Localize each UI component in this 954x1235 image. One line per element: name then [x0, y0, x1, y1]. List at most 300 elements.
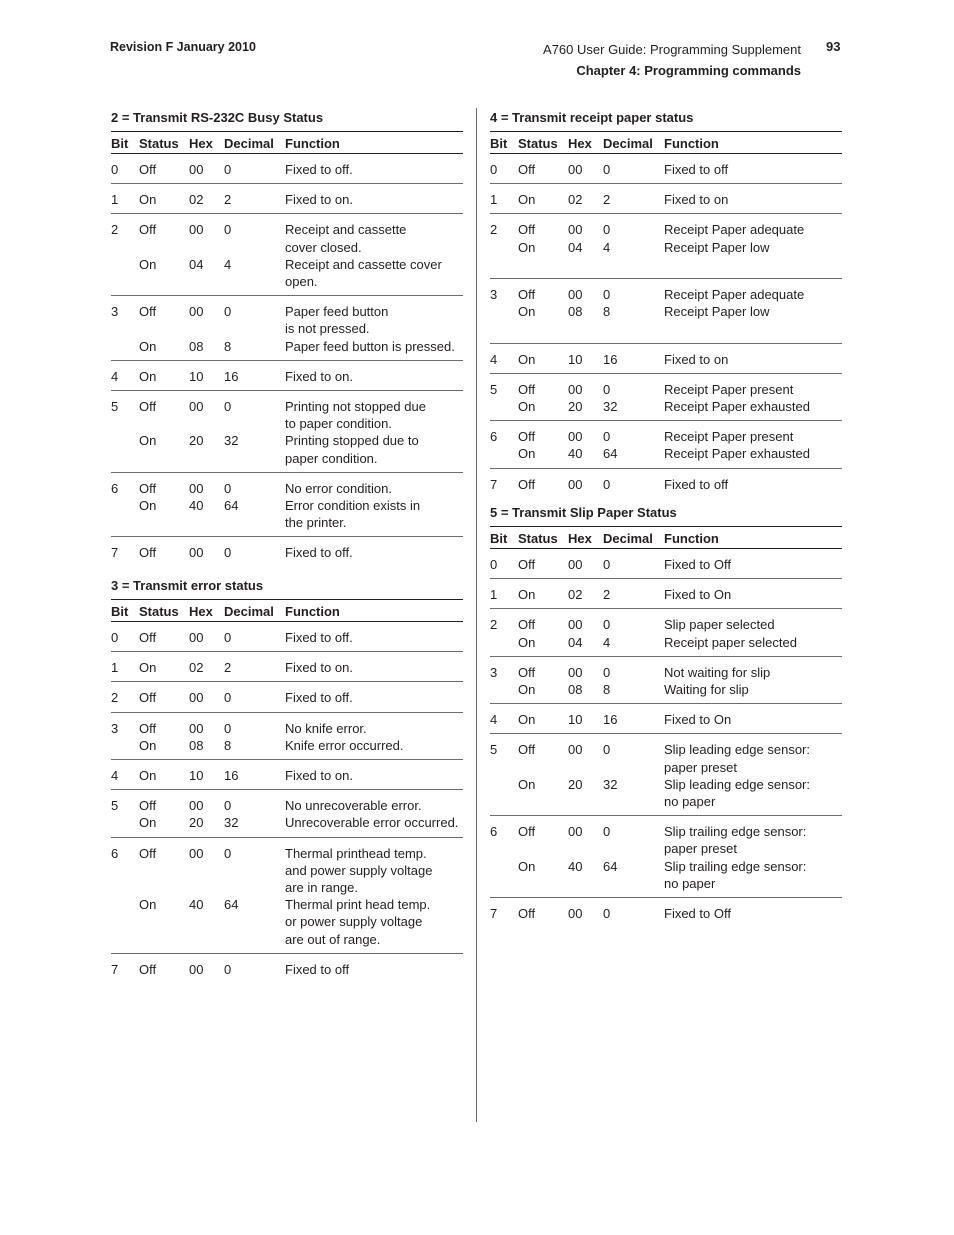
decimal-cell: 4	[603, 634, 611, 650]
status-cell: Off	[139, 690, 157, 706]
function-cell	[285, 961, 463, 978]
status-cell: On	[139, 660, 157, 676]
entry	[139, 797, 463, 814]
chapter-title: Chapter 4: Programming commands	[576, 63, 801, 78]
function-line: Receipt Paper adequate	[664, 287, 805, 302]
decimal-cell: 32	[224, 433, 239, 449]
bit-cell: 1	[111, 192, 119, 208]
decimal-cell: 16	[603, 712, 618, 728]
running-header	[543, 39, 801, 81]
bit-cell: 4	[490, 351, 498, 367]
function-cell	[664, 823, 842, 857]
hex-cell: 00	[189, 845, 204, 861]
entry	[518, 556, 842, 573]
decimal-cell: 0	[603, 429, 611, 445]
hex-cell: 00	[568, 162, 583, 177]
section-busy-status	[111, 109, 463, 567]
function-line: Receipt paper selected	[664, 634, 797, 650]
status-cell: On	[518, 239, 536, 255]
function-line: Fixed to off.	[285, 630, 353, 645]
status-cell: On	[139, 192, 157, 208]
bit-cell: 1	[490, 192, 498, 208]
entry	[139, 845, 463, 897]
status-cell: Off	[518, 476, 536, 492]
column-divider	[476, 108, 477, 1122]
row-entries	[139, 161, 463, 178]
entry	[139, 544, 463, 561]
function-cell	[285, 659, 463, 676]
row-entries	[139, 544, 463, 561]
bit-cell: 6	[490, 429, 498, 445]
row-entries	[518, 586, 842, 603]
function-cell	[285, 845, 463, 897]
status-cell: Off	[518, 742, 536, 758]
function-cell	[285, 221, 463, 255]
function-cell	[664, 191, 842, 208]
function-line: Receipt Paper exhausted	[664, 399, 810, 414]
column-header-bit: Bit	[490, 135, 508, 151]
entry	[139, 689, 463, 706]
function-line: Receipt Paper present	[664, 429, 794, 445]
function-cell	[285, 544, 463, 561]
decimal-cell: 4	[603, 239, 611, 255]
status-cell: On	[518, 304, 536, 320]
decimal-cell: 0	[224, 720, 232, 736]
row-entries	[518, 616, 842, 650]
bit-cell: 5	[490, 381, 498, 397]
decimal-cell: 32	[603, 776, 618, 792]
column-header-hex: Hex	[568, 135, 592, 151]
function-line: Error condition exists in	[285, 498, 421, 514]
decimal-cell: 32	[224, 815, 239, 831]
decimal-cell: 0	[224, 690, 232, 706]
section-title: 5 = Transmit Slip Paper Status	[490, 505, 677, 520]
decimal-cell: 16	[224, 768, 239, 784]
entry	[139, 256, 463, 290]
row-entries	[139, 368, 463, 385]
status-cell: Off	[139, 720, 157, 736]
row-entries	[139, 797, 463, 831]
function-line: paper preset	[664, 841, 737, 857]
function-cell	[285, 896, 463, 948]
hex-cell: 00	[189, 545, 204, 561]
table-row	[111, 682, 463, 712]
row-entries	[518, 711, 842, 728]
section-title: 4 = Transmit receipt paper status	[490, 110, 694, 125]
row-entries	[139, 303, 463, 355]
function-line: Paper feed button is pressed.	[285, 338, 455, 354]
bit-cell: 5	[111, 399, 119, 415]
entry	[139, 896, 463, 948]
row-entries	[139, 659, 463, 676]
function-cell	[285, 689, 463, 706]
decimal-cell: 8	[224, 338, 232, 354]
function-line: Slip leading edge sensor:	[664, 742, 810, 758]
table-row	[490, 549, 842, 579]
entry	[518, 445, 842, 462]
hex-cell: 20	[568, 399, 583, 414]
function-line: Slip paper selected	[664, 617, 775, 633]
entry	[139, 398, 463, 432]
function-line: paper condition.	[285, 450, 378, 466]
table-row	[490, 816, 842, 898]
row-entries	[518, 556, 842, 573]
row-entries	[139, 191, 463, 208]
hex-cell: 20	[568, 776, 583, 792]
status-cell: On	[139, 737, 157, 753]
function-cell	[285, 497, 463, 531]
entry	[518, 286, 842, 303]
hex-cell: 00	[189, 690, 204, 706]
function-cell	[664, 221, 842, 238]
column-header-function: Function	[285, 135, 340, 151]
bit-cell: 3	[490, 664, 498, 680]
hex-cell: 00	[568, 287, 583, 302]
entry	[139, 814, 463, 831]
table-row	[111, 713, 463, 760]
hex-cell: 04	[189, 256, 204, 272]
function-line: Slip trailing edge sensor:	[664, 824, 807, 840]
function-cell	[664, 664, 842, 681]
hex-cell: 00	[189, 162, 204, 177]
bit-cell: 4	[490, 712, 498, 728]
function-line: Fixed to off.	[285, 162, 353, 177]
entry	[518, 191, 842, 208]
entry	[518, 823, 842, 857]
function-cell	[664, 681, 842, 698]
decimal-cell: 0	[603, 664, 611, 680]
entry	[139, 961, 463, 978]
status-cell: On	[139, 498, 157, 514]
table-row	[111, 622, 463, 652]
hex-cell: 00	[568, 476, 583, 492]
entry	[518, 586, 842, 603]
column-header-row	[111, 131, 463, 154]
table-row	[111, 537, 463, 566]
column-header-row	[111, 599, 463, 622]
row-entries	[139, 720, 463, 754]
function-line: Fixed to off.	[285, 690, 353, 706]
function-line: Receipt Paper adequate	[664, 222, 805, 238]
function-line: Printing not stopped due	[285, 399, 426, 415]
hex-cell: 00	[568, 429, 583, 445]
section-receipt-paper-status	[490, 109, 842, 498]
status-cell: Off	[139, 480, 157, 496]
bit-cell: 7	[490, 906, 498, 922]
decimal-cell: 64	[603, 446, 618, 462]
hex-cell: 08	[568, 682, 583, 698]
row-entries	[518, 823, 842, 892]
entry	[139, 720, 463, 737]
bit-cell: 2	[111, 222, 119, 238]
entry	[518, 634, 842, 651]
decimal-cell: 16	[224, 368, 239, 384]
status-cell: Off	[518, 162, 536, 177]
function-line: Waiting for slip	[664, 682, 749, 698]
function-cell	[664, 239, 842, 273]
hex-cell: 10	[568, 712, 583, 728]
function-line: Fixed to on	[664, 192, 729, 208]
function-line: Fixed to Off	[664, 557, 731, 572]
function-cell	[285, 737, 463, 754]
function-line: Receipt and cassette cover	[285, 256, 442, 272]
status-cell: Off	[518, 287, 536, 302]
function-line: Thermal print head temp.	[285, 897, 431, 913]
status-table	[490, 131, 842, 498]
section-title: 2 = Transmit RS-232C Busy Status	[111, 110, 324, 125]
decimal-cell: 0	[603, 162, 611, 177]
function-cell	[664, 741, 842, 775]
function-line: Paper feed button	[285, 304, 389, 320]
entry	[518, 711, 842, 728]
status-cell: On	[139, 815, 157, 831]
decimal-cell: 2	[603, 192, 611, 208]
hex-cell: 00	[189, 961, 204, 977]
table-row	[111, 652, 463, 682]
function-cell	[664, 711, 842, 728]
table-row	[490, 184, 842, 214]
decimal-cell: 0	[224, 545, 232, 561]
row-entries	[518, 741, 842, 810]
bit-cell: 3	[490, 287, 498, 302]
bit-cell: 3	[111, 720, 119, 736]
function-cell	[664, 428, 842, 445]
bit-cell: 2	[490, 222, 498, 238]
hex-cell: 02	[568, 587, 583, 603]
table-row	[111, 214, 463, 296]
function-line: No error condition.	[285, 480, 392, 496]
status-cell: Off	[518, 429, 536, 445]
function-cell	[664, 616, 842, 633]
function-cell	[285, 256, 463, 290]
table-row	[490, 609, 842, 656]
entry	[139, 191, 463, 208]
function-cell	[285, 480, 463, 497]
status-cell: Off	[139, 399, 157, 415]
function-line	[664, 256, 842, 273]
function-line: Fixed to on.	[285, 768, 353, 784]
bit-cell: 3	[111, 304, 119, 320]
function-line: Fixed to Off	[664, 906, 731, 922]
bit-cell: 2	[111, 690, 119, 706]
hex-cell: 04	[568, 634, 583, 650]
function-line: Receipt and cassette	[285, 222, 407, 238]
row-entries	[139, 398, 463, 467]
function-cell	[664, 905, 842, 922]
hex-cell: 00	[189, 304, 204, 320]
function-line: Fixed to on	[664, 351, 729, 367]
row-entries	[518, 664, 842, 698]
table-row	[490, 154, 842, 184]
table-row	[490, 421, 842, 468]
status-cell: On	[518, 776, 536, 792]
table-row	[111, 790, 463, 837]
status-cell: Off	[139, 304, 157, 320]
status-cell: On	[518, 858, 536, 874]
row-entries	[139, 629, 463, 646]
decimal-cell: 0	[224, 399, 232, 415]
entry	[518, 428, 842, 445]
bit-cell: 0	[490, 557, 498, 572]
row-entries	[139, 961, 463, 978]
entry	[518, 741, 842, 775]
status-cell: On	[518, 351, 536, 367]
entry	[518, 221, 842, 238]
bit-cell: 7	[111, 545, 119, 561]
function-line: Receipt Paper low	[664, 304, 770, 320]
status-cell: Off	[518, 222, 536, 238]
table-row	[111, 391, 463, 473]
bit-cell: 4	[111, 368, 119, 384]
hex-cell: 02	[189, 192, 204, 208]
status-cell: Off	[139, 845, 157, 861]
hex-cell: 00	[568, 557, 583, 572]
hex-cell: 00	[568, 742, 583, 758]
function-line: Knife error occurred.	[285, 737, 404, 753]
entry	[518, 303, 842, 337]
decimal-cell: 0	[603, 617, 611, 633]
function-line: Fixed to off	[664, 162, 729, 177]
function-cell	[285, 368, 463, 385]
section-title: 3 = Transmit error status	[111, 578, 264, 593]
bit-cell: 1	[111, 660, 119, 676]
decimal-cell: 64	[224, 897, 239, 913]
function-line: No unrecoverable error.	[285, 798, 422, 814]
status-cell: Off	[139, 162, 157, 177]
function-line	[664, 320, 842, 337]
hex-cell: 00	[568, 824, 583, 840]
function-line: Fixed to on.	[285, 368, 353, 384]
column-header-function: Function	[664, 530, 719, 546]
hex-cell: 10	[568, 351, 583, 367]
function-line: and power supply voltage	[285, 862, 433, 878]
decimal-cell: 0	[603, 476, 611, 492]
row-entries	[518, 905, 842, 922]
decimal-cell: 0	[224, 304, 232, 320]
hex-cell: 04	[568, 239, 583, 255]
status-cell: Off	[518, 664, 536, 680]
column-header-row	[490, 131, 842, 154]
status-cell: Off	[139, 961, 157, 977]
hex-cell: 10	[189, 768, 204, 784]
status-table	[490, 526, 842, 927]
bit-cell: 4	[111, 768, 119, 784]
status-cell: Off	[139, 222, 157, 238]
hex-cell: 02	[568, 192, 583, 208]
function-line: Receipt Paper exhausted	[664, 446, 810, 462]
entry	[518, 616, 842, 633]
status-cell: Off	[139, 630, 157, 645]
function-line: No knife error.	[285, 720, 367, 736]
entry	[139, 338, 463, 355]
decimal-cell: 64	[603, 858, 618, 874]
bit-cell: 1	[490, 587, 498, 603]
bit-cell: 0	[111, 162, 119, 177]
hex-cell: 00	[189, 222, 204, 238]
function-cell	[664, 161, 842, 178]
function-line: Receipt Paper present	[664, 381, 794, 397]
hex-cell: 00	[189, 480, 204, 496]
row-entries	[518, 161, 842, 178]
table-row	[490, 374, 842, 421]
function-line: no paper	[664, 794, 716, 810]
function-line: Slip leading edge sensor:	[664, 776, 810, 792]
bit-cell: 5	[490, 742, 498, 758]
function-line: are in range.	[285, 880, 358, 896]
decimal-cell: 0	[603, 742, 611, 758]
decimal-cell: 0	[224, 162, 232, 177]
hex-cell: 00	[568, 664, 583, 680]
function-cell	[664, 398, 842, 415]
function-cell	[664, 556, 842, 573]
table-row	[490, 734, 842, 816]
decimal-cell: 8	[224, 737, 232, 753]
column-header-bit: Bit	[111, 135, 129, 151]
guide-title: A760 User Guide: Programming Supplement	[543, 42, 801, 57]
table-row	[111, 954, 463, 983]
revision-label: Revision F January 2010	[110, 40, 256, 54]
entry	[518, 664, 842, 681]
entry	[518, 776, 842, 810]
hex-cell: 20	[189, 815, 204, 831]
decimal-cell: 0	[224, 630, 232, 645]
status-cell: On	[518, 446, 536, 462]
row-entries	[518, 221, 842, 273]
decimal-cell: 4	[224, 256, 232, 272]
table-row	[490, 469, 842, 498]
column-header-hex: Hex	[189, 603, 213, 619]
function-cell	[664, 776, 842, 810]
status-cell: On	[518, 682, 536, 698]
status-cell: On	[139, 338, 157, 354]
bit-cell: 6	[490, 824, 498, 840]
status-cell: On	[518, 634, 536, 650]
function-line: open.	[285, 274, 318, 290]
column-header-decimal: Decimal	[603, 530, 653, 546]
function-cell	[285, 767, 463, 784]
function-line: Fixed to off.	[285, 545, 353, 561]
function-line: no paper	[664, 875, 716, 891]
hex-cell: 40	[189, 498, 204, 514]
column-header-decimal: Decimal	[224, 135, 274, 151]
decimal-cell: 32	[603, 399, 618, 414]
decimal-cell: 0	[603, 222, 611, 238]
hex-cell: 00	[568, 381, 583, 397]
row-entries	[139, 767, 463, 784]
function-cell	[285, 303, 463, 337]
decimal-cell: 0	[224, 222, 232, 238]
status-cell: Off	[518, 906, 536, 922]
bit-cell: 6	[111, 845, 119, 861]
row-entries	[518, 428, 842, 462]
function-line: or power supply voltage	[285, 914, 423, 930]
decimal-cell: 2	[603, 587, 611, 603]
hex-cell: 00	[568, 906, 583, 922]
bit-cell: 0	[111, 630, 119, 645]
decimal-cell: 0	[603, 906, 611, 922]
status-cell: On	[139, 368, 157, 384]
function-line: Receipt Paper low	[664, 239, 770, 255]
function-line: Unrecoverable error occurred.	[285, 815, 459, 831]
function-line: Fixed to on.	[285, 192, 353, 208]
entry	[139, 432, 463, 466]
row-entries	[518, 286, 842, 338]
page-number: 93	[826, 39, 841, 54]
hex-cell: 20	[189, 433, 204, 449]
function-cell	[285, 720, 463, 737]
table-row	[490, 344, 842, 374]
section-error-status	[111, 577, 463, 983]
